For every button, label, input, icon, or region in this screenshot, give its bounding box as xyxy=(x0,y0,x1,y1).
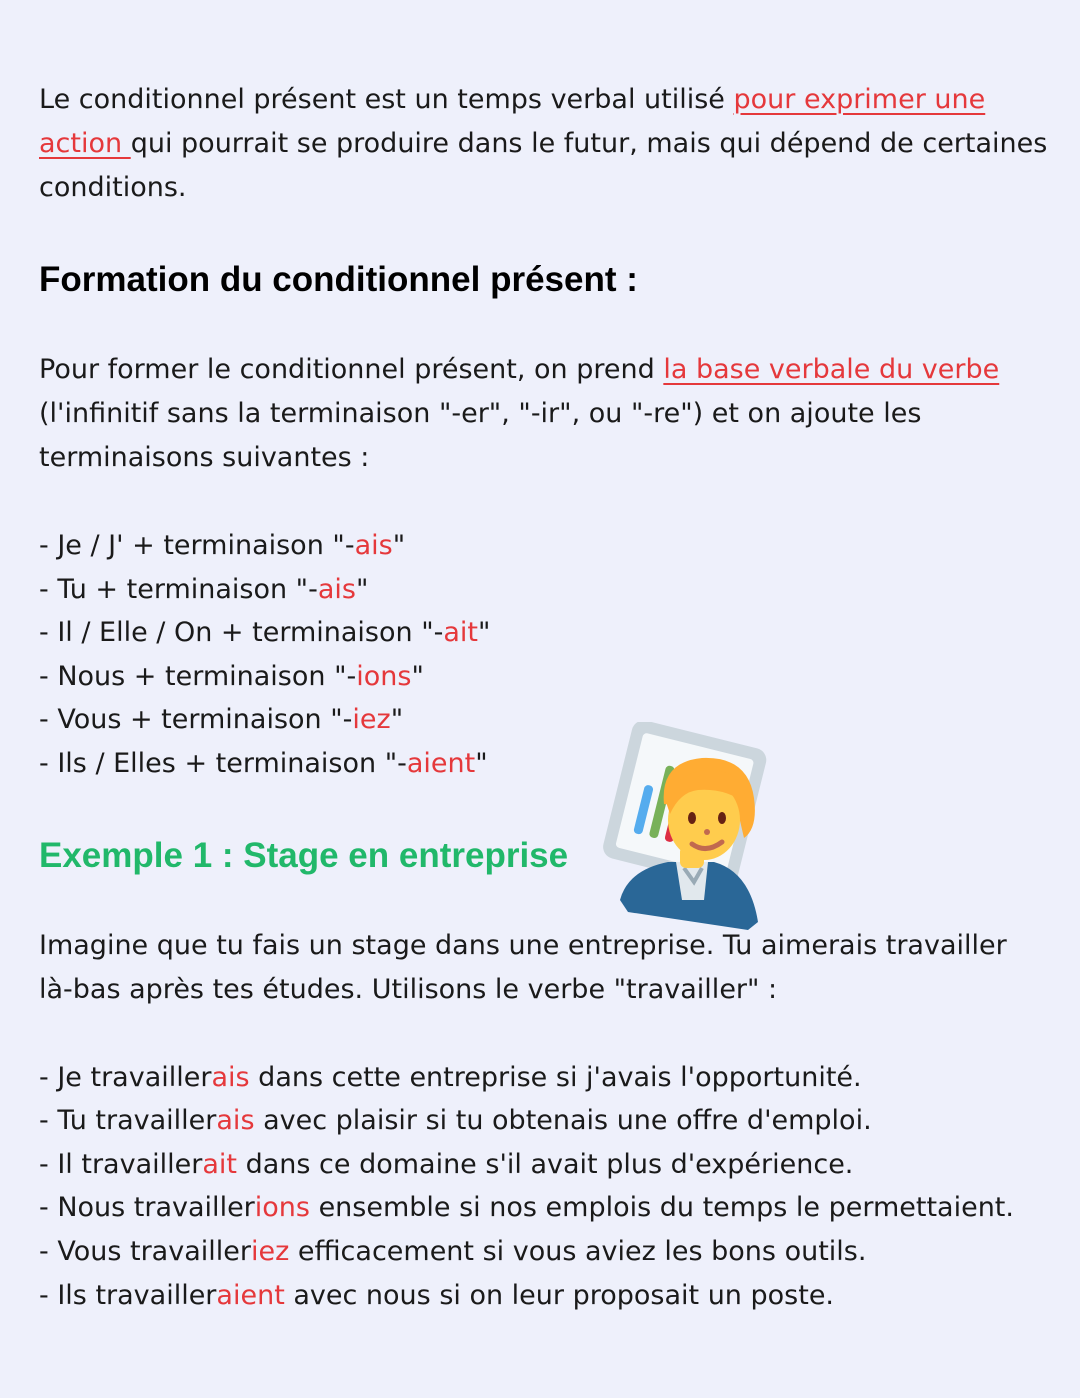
list-item: - Ils / Elles + terminaison "-aient" xyxy=(39,747,488,779)
endings-list xyxy=(39,524,1049,786)
list-item: - Ils travailleraient avec nous si on leur proposait un poste. xyxy=(39,1279,835,1311)
list-item: - Tu + terminaison "-ais" xyxy=(39,573,369,605)
list-item: - Nous + terminaison "-ions" xyxy=(39,660,424,692)
formation-title: Formation du conditionnel présent : xyxy=(39,260,638,299)
list-item: - Tu travaillerais avec plaisir si tu obtenais une offre d'emploi. xyxy=(39,1105,872,1137)
formation-highlight: la base verbale du verbe xyxy=(663,354,1000,385)
list-item: - Vous + terminaison "-iez" xyxy=(39,704,404,736)
intro-highlight: pour exprimer une action xyxy=(39,84,986,159)
document-page xyxy=(39,78,1049,1317)
list-item: - Il travaillerait dans ce domaine s'il avait plus d'expérience. xyxy=(39,1148,854,1180)
example-sentences-list xyxy=(39,1056,1049,1318)
example1-title: Exemple 1 : Stage en entreprise xyxy=(39,835,569,875)
list-item: - Nous travaillerions ensemble si nos emplois du temps le permettaient. xyxy=(39,1192,1014,1224)
example1-intro: Imagine que tu fais un stage dans une entreprise. Tu aimerais travailler là-bas après tes études. Utilisons le verbe "travailler" : xyxy=(39,929,1007,1005)
formation-paragraph: Pour former le conditionnel présent, on prend la base verbale du verbe (l'infinitif sans la terminaison "-er", "-ir", ou "-re") et on ajoute les terminaisons suivantes : xyxy=(39,354,1000,473)
office-worker-icon xyxy=(598,722,773,932)
list-item: - Je travaillerais dans cette entreprise si j'avais l'opportunité. xyxy=(39,1061,862,1093)
intro-paragraph: Le conditionnel présent est un temps verbal utilisé pour exprimer une action qui pourrait se produire dans le futur, mais qui dépend de certaines conditions. xyxy=(39,84,1048,203)
list-item: - Il / Elle / On + terminaison "-ait" xyxy=(39,617,491,649)
list-item: - Vous travailleriez efficacement si vous aviez les bons outils. xyxy=(39,1235,867,1267)
list-item: - Je / J' + terminaison "-ais" xyxy=(39,530,406,561)
